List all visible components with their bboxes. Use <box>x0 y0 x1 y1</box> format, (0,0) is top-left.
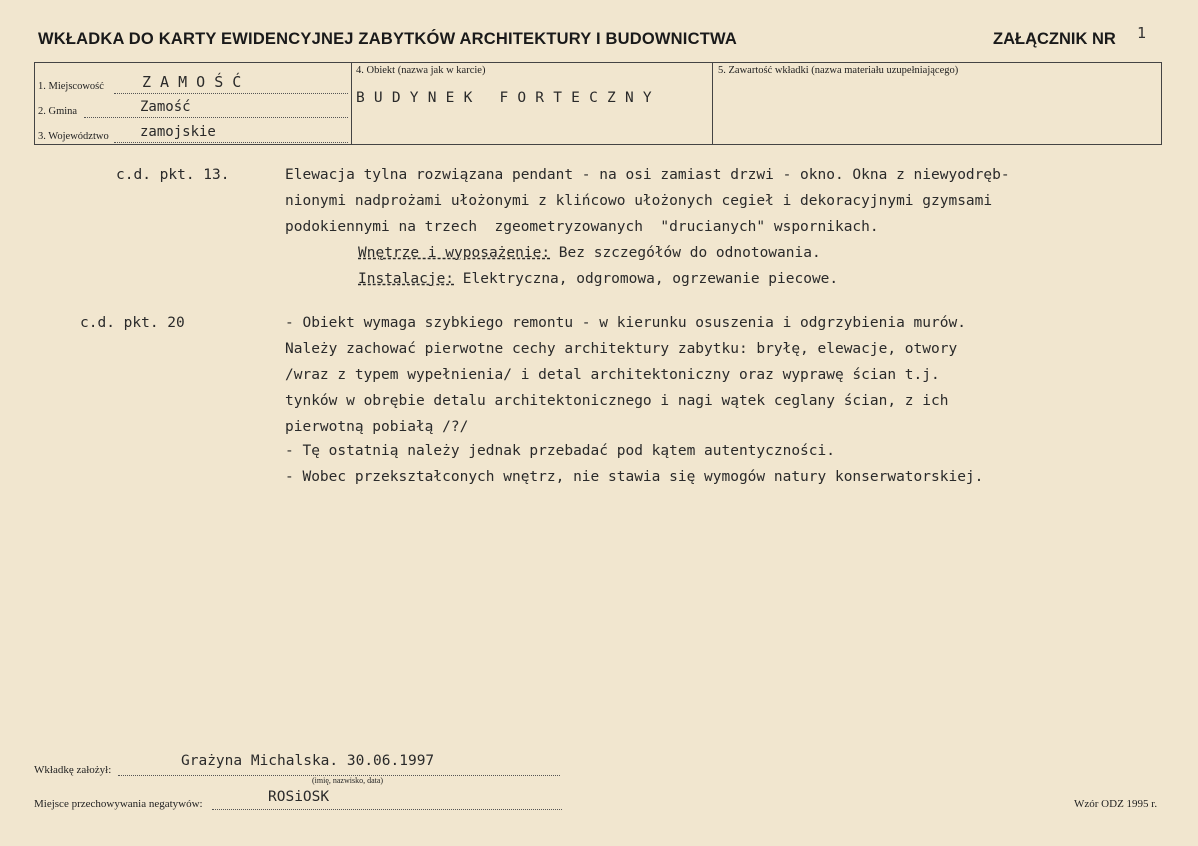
form-version: Wzór ODZ 1995 r. <box>1074 798 1158 810</box>
section-20-line: - Wobec przekształconych wnętrz, nie stawia się wymogów natury konserwatorskiej. <box>285 469 984 485</box>
object-label: 4. Obiekt (nazwa jak w karcie) <box>356 65 486 76</box>
form-title: WKŁADKA DO KARTY EWIDENCYJNEJ ZABYTKÓW ARCHITEKTURY I BUDOWNICTWA <box>38 30 737 48</box>
city-label: 1. Miejscowość <box>38 81 104 92</box>
negatives-value: ROSiOSK <box>268 789 330 805</box>
municipality-value: Zamość <box>140 99 191 115</box>
city-value: Z A M O Ś Ć <box>142 73 242 91</box>
column-divider <box>712 63 713 144</box>
negatives-label: Miejsce przechowywania negatywów: <box>34 798 203 810</box>
interior-text: Bez szczegółów do odnotowania. <box>550 245 821 261</box>
column-divider <box>351 63 352 144</box>
section-13-line: nionymi nadprożami ułożonymi z klińcowo ułożonych cegieł i dekoracyjnymi gzymsami <box>285 193 993 209</box>
annex-number: 1 <box>1137 24 1147 42</box>
voivodeship-dotted-line <box>114 142 348 143</box>
section-13-line: podokiennymi na trzech zgeometryzowanych "drucianych" wspornikach. <box>285 219 879 235</box>
section-20-line: tynków w obrębie detalu architektonicznego i nagi wątek ceglany ścian, z ich <box>285 393 949 409</box>
voivodeship-label: 3. Województwo <box>38 131 109 142</box>
section-20-line: - Obiekt wymaga szybkiego remontu - w kierunku osuszenia i odgrzybienia murów. <box>285 315 966 331</box>
section-20-line: - Tę ostatnią należy jednak przebadać pod kątem autentyczności. <box>285 443 835 459</box>
interior-line <box>358 245 821 261</box>
creator-hint: (imię, nazwisko, data) <box>312 776 384 785</box>
installations-line <box>358 271 838 287</box>
installations-text: Elektryczna, odgromowa, ogrzewanie piecowe. <box>454 271 839 287</box>
voivodeship-value: zamojskie <box>140 124 216 140</box>
municipality-label: 2. Gmina <box>38 106 78 117</box>
installations-heading: Instalacje: <box>358 271 455 287</box>
section-13-label: c.d. pkt. 13. <box>116 167 230 183</box>
creator-value: Grażyna Michalska. 30.06.1997 <box>181 753 435 769</box>
contents-label: 5. Zawartość wkładki (nazwa materiału uzupełniającego) <box>718 65 959 76</box>
section-20-line: Należy zachować pierwotne cechy architektury zabytku: bryłę, elewacje, otwory <box>285 341 958 357</box>
negatives-dotted-line <box>212 809 562 810</box>
object-value: BUDYNEK FORTECZNY <box>356 90 661 106</box>
interior-heading: Wnętrze i wyposażenie: <box>358 245 551 261</box>
section-20-label: c.d. pkt. 20 <box>80 315 185 331</box>
section-13-line: Elewacja tylna rozwiązana pendant - na osi zamiast drzwi - okno. Okna z niewyodręb- <box>285 167 1010 183</box>
annex-label: ZAŁĄCZNIK NR <box>993 30 1116 48</box>
section-20-line: /wraz z typem wypełnienia/ i detal architektoniczny oraz wyprawę ścian t.j. <box>285 367 940 383</box>
municipality-dotted-line <box>84 117 348 118</box>
section-20-line: pierwotną pobiałą /?/ <box>285 419 469 435</box>
city-dotted-line <box>114 93 348 94</box>
creator-label: Wkładkę założył: <box>34 764 112 776</box>
